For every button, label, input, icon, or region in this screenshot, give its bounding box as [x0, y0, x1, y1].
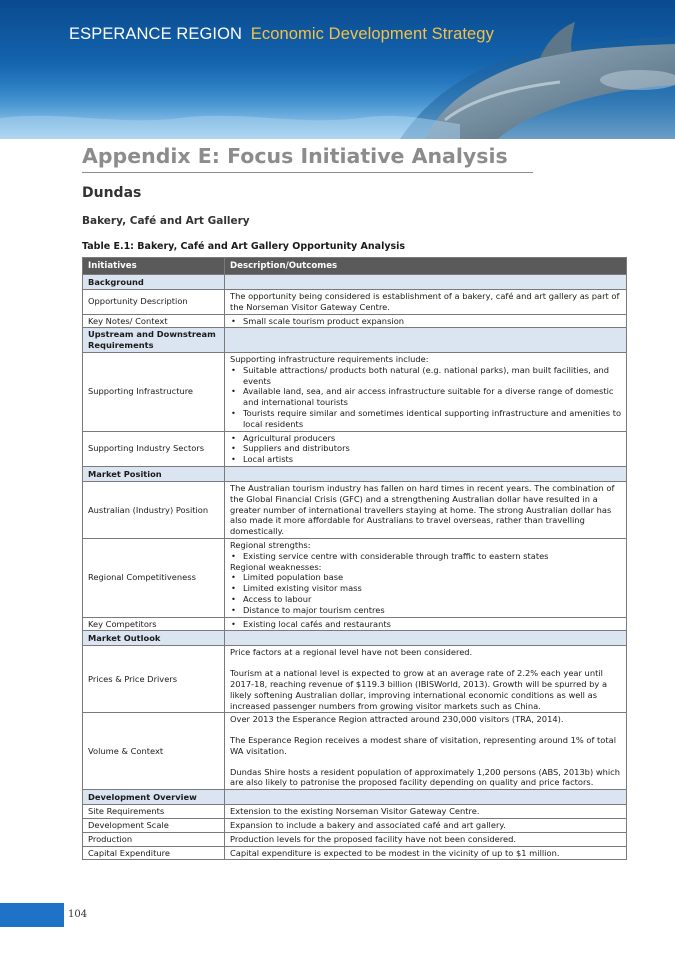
table-row — [83, 431, 627, 466]
row-label: Prices & Price Drivers — [83, 646, 225, 713]
row-paragraph: Tourism at a national level is expected to grow at an average rate of 2.2% each year until 2017-18, reaching revenue of $119.3 billion (IBISWorld, 2013). Growth will be spurred by a likely softening Australian dollar, improving international economic conditions as well as increased passenger numbers from growing visitor markets such as China. — [230, 668, 608, 711]
list-item: • Suitable attractions/ products both natural (e.g. national parks), man built facilities, and events — [243, 365, 622, 387]
row-label: Supporting Infrastructure — [83, 352, 225, 431]
section-upstream: Upstream and Downstream Requirements — [83, 328, 225, 353]
row-text: The opportunity being considered is establishment of a bakery, café and art gallery as part of the Norseman Visitor Gateway Centre. — [225, 290, 627, 315]
table-row — [83, 805, 627, 819]
list-item: • Suppliers and distributors — [243, 443, 622, 454]
row-text: The Australian tourism industry has fallen on hard times in recent years. The combination of the Global Financial Crisis (GFC) and a strengthening Australian dollar have resulted in a greater number of international travellers staying at home. The strong Australian dollar has also made it more affordable for Australians to travel overseas, rather than travelling domestically. — [225, 481, 627, 538]
row-label: Australian (Industry) Position — [83, 481, 225, 538]
row-text: Extension to the existing Norseman Visitor Gateway Centre. — [225, 805, 627, 819]
table-row — [83, 481, 627, 538]
list-item: • Distance to major tourism centres — [243, 605, 622, 616]
list-item: • Access to labour — [243, 594, 622, 605]
list-item: • Agricultural producers — [243, 433, 622, 444]
section-market-position: Market Position — [83, 466, 225, 481]
row-text: Expansion to include a bakery and associated café and art gallery. — [225, 819, 627, 833]
row-paragraph: The Esperance Region receives a modest share of visitation, representing around 1% of total WA visitation. — [230, 735, 617, 756]
header-banner — [0, 0, 675, 139]
section-market-outlook: Market Outlook — [83, 631, 225, 646]
table-row — [83, 352, 627, 431]
list-item: • Existing service centre with considerable through traffic to eastern states — [243, 551, 622, 562]
row-label: Production — [83, 832, 225, 846]
list-item: • Available land, sea, and air access infrastructure suitable for a diverse range of domestic and international tourists — [243, 386, 622, 408]
list-item: • Small scale tourism product expansion — [243, 316, 622, 327]
opportunity-table — [82, 257, 627, 860]
row-label: Capital Expenditure — [83, 846, 225, 860]
row-label: Opportunity Description — [83, 290, 225, 315]
row-intro: Supporting infrastructure requirements include: — [230, 353, 429, 364]
row-label: Development Scale — [83, 819, 225, 833]
header-description: Description/Outcomes — [225, 258, 627, 275]
section-row — [83, 466, 627, 481]
page-title: Appendix E: Focus Initiative Analysis — [82, 144, 508, 168]
row-paragraph: Dundas Shire hosts a resident population of approximately 1,200 persons (ABS, 2013b) which are also likely to patronise the proposed facility depending on quality and price factors. — [230, 766, 620, 788]
table-row — [83, 819, 627, 833]
header-initiatives: Initiatives — [83, 258, 225, 275]
footer-bar — [0, 903, 64, 927]
list-item: • Tourists require similar and sometimes identical supporting infrastructure and amenities to local residents — [243, 408, 622, 430]
row-label: Supporting Industry Sectors — [83, 431, 225, 466]
list-item: • Limited existing visitor mass — [243, 583, 622, 594]
banner-title — [69, 25, 494, 44]
table-row — [83, 713, 627, 790]
list-item: • Local artists — [243, 454, 622, 465]
table-caption: Table E.1: Bakery, Café and Art Gallery Opportunity Analysis — [82, 241, 406, 252]
row-label: Site Requirements — [83, 805, 225, 819]
table-row — [83, 832, 627, 846]
banner-region: ESPERANCE REGION — [69, 25, 243, 43]
section-row — [83, 275, 627, 290]
section-row — [83, 790, 627, 805]
list-item: • Limited population base — [243, 572, 622, 583]
section-row — [83, 631, 627, 646]
table-row — [83, 846, 627, 860]
section-development: Development Overview — [83, 790, 225, 805]
row-paragraph: Price factors at a regional level have not been considered. — [230, 647, 473, 658]
table-header-row — [83, 258, 627, 275]
table-row — [83, 314, 627, 328]
row-text: Production levels for the proposed facility have not been considered. — [225, 832, 627, 846]
section-background: Background — [83, 275, 225, 290]
section-row — [83, 328, 627, 353]
row-label: Key Competitors — [83, 617, 225, 631]
strengths-label: Regional strengths: — [230, 539, 311, 550]
section-subtitle: Dundas — [82, 185, 142, 201]
list-item: • Existing local cafés and restaurants — [243, 619, 622, 630]
row-label: Regional Competitiveness — [83, 538, 225, 617]
table-row — [83, 538, 627, 617]
row-label: Key Notes/ Context — [83, 314, 225, 328]
row-paragraph: Over 2013 the Esperance Region attracted around 230,000 visitors (TRA, 2014). — [230, 714, 564, 725]
dolphin-photo — [0, 0, 675, 139]
title-underline — [82, 172, 533, 173]
banner-strategy: Economic Development Strategy — [250, 25, 494, 43]
page-number: 104 — [68, 909, 88, 920]
table-row — [83, 646, 627, 713]
weaknesses-label: Regional weaknesses: — [230, 561, 322, 572]
table-row — [83, 617, 627, 631]
row-label: Volume & Context — [83, 713, 225, 790]
row-text: Capital expenditure is expected to be modest in the vicinity of up to $1 million. — [225, 846, 627, 860]
table-row — [83, 290, 627, 315]
subheading: Bakery, Café and Art Gallery — [82, 215, 250, 227]
